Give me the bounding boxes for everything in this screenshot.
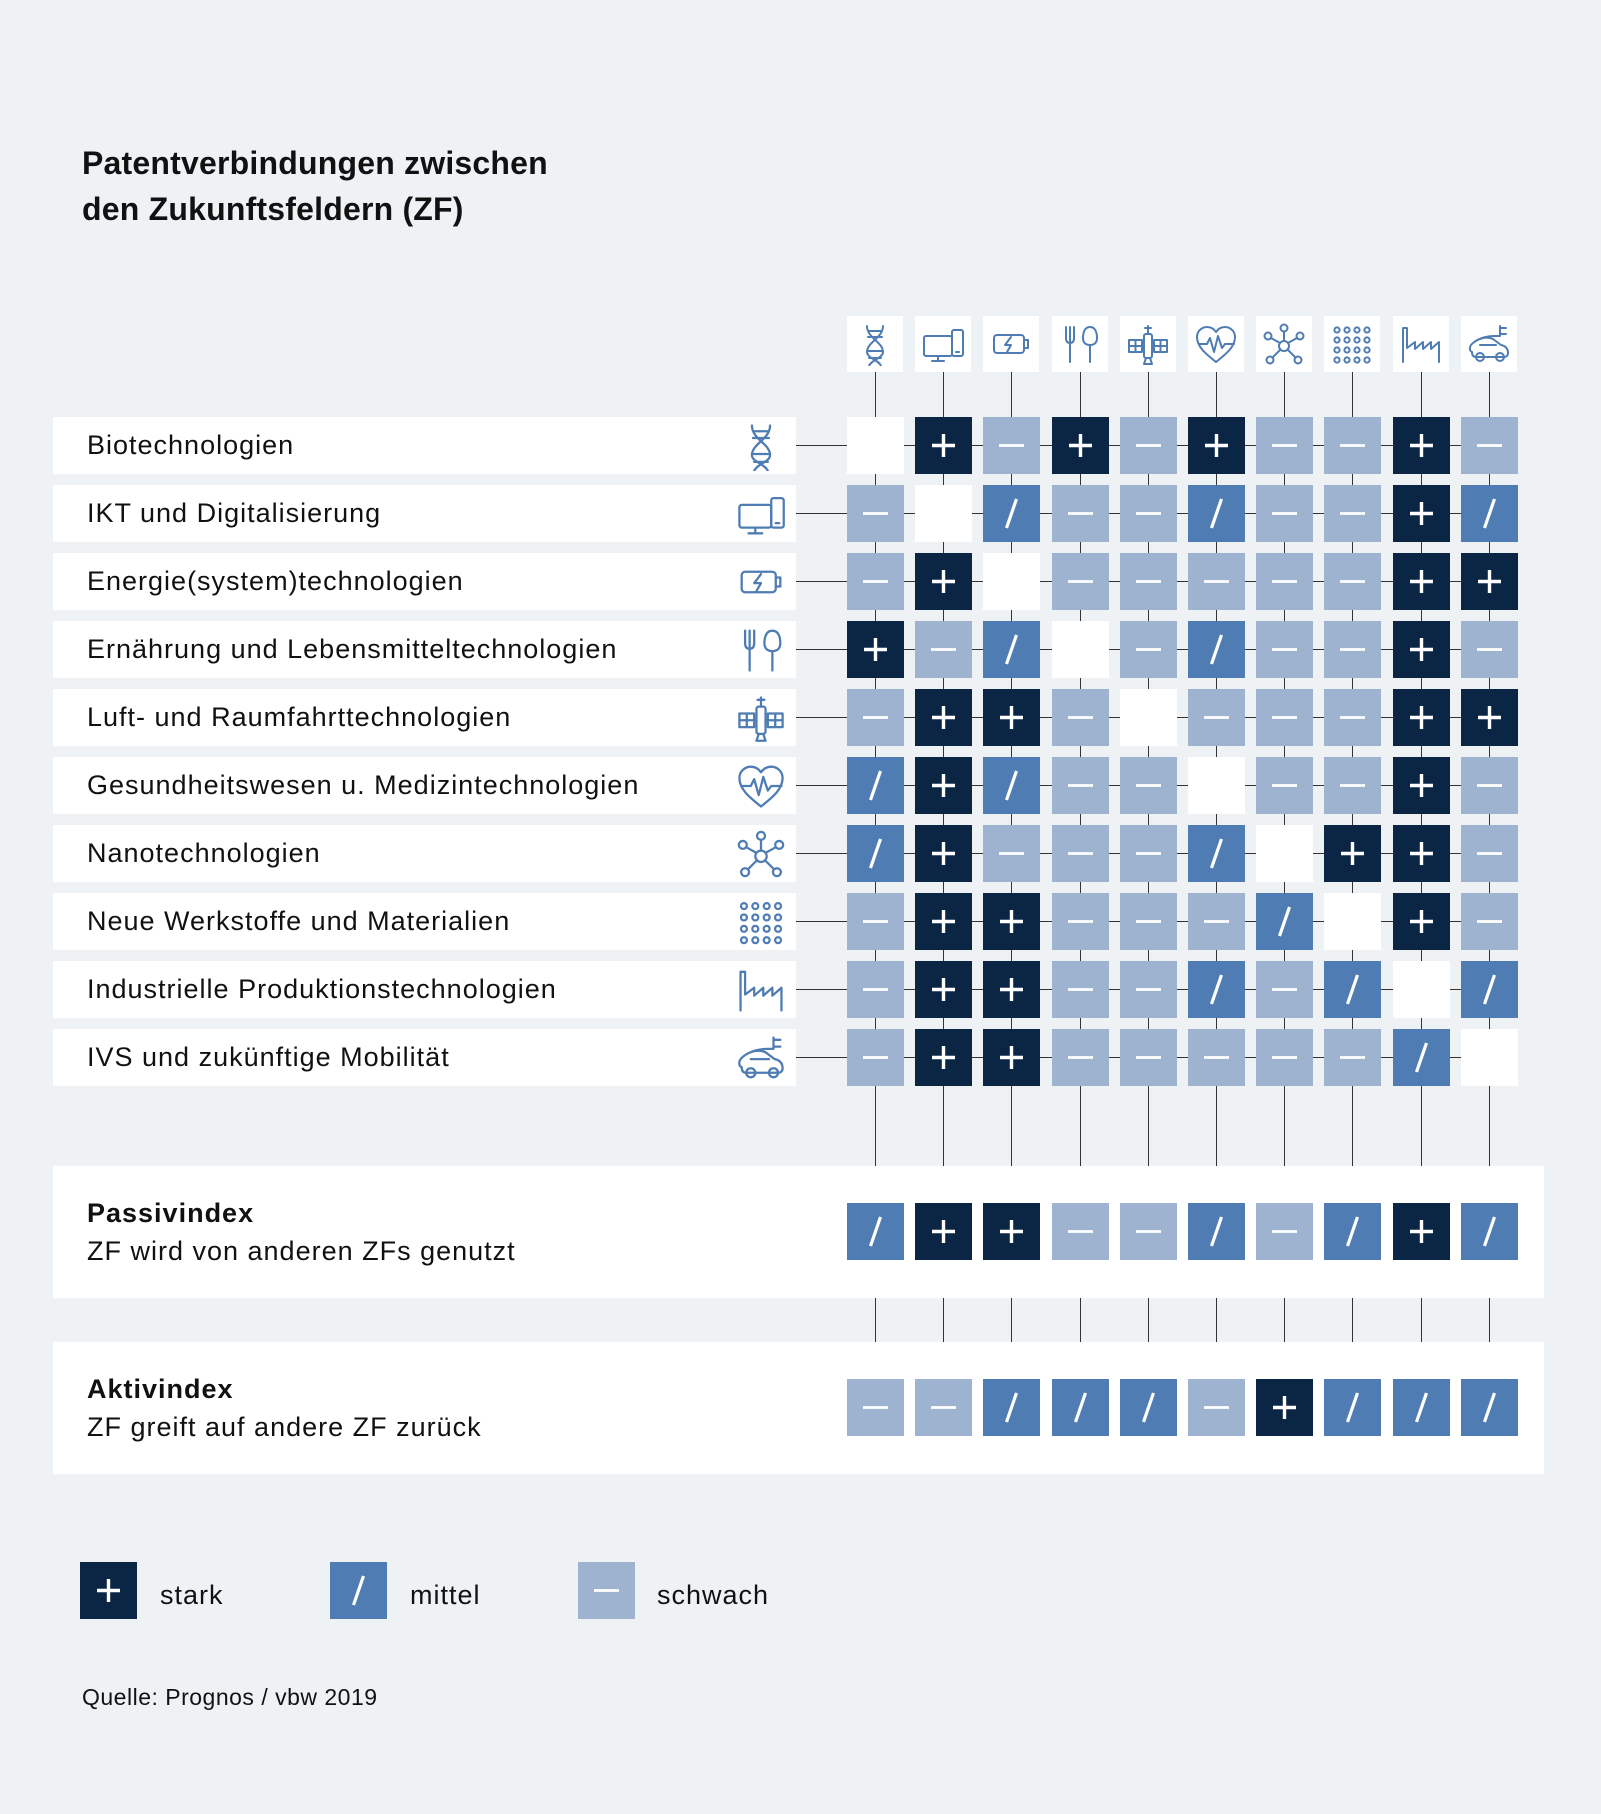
matrix-cell-mittel <box>847 757 904 814</box>
passive-index-cell-mittel <box>847 1203 904 1260</box>
matrix-cell-mittel <box>1393 1029 1450 1086</box>
active-index-cell-mittel <box>1393 1379 1450 1436</box>
legend-label-schwach: schwach <box>657 1580 770 1610</box>
matrix-cell-mittel <box>983 621 1040 678</box>
matrix-cell-self <box>1120 689 1177 746</box>
matrix-cell-schwach <box>1052 689 1109 746</box>
matrix-cell-stark <box>1188 417 1245 474</box>
matrix-cell-schwach <box>847 961 904 1018</box>
matrix-cell-stark <box>915 893 972 950</box>
passive-index-cell-stark <box>983 1203 1040 1260</box>
field-row-label <box>53 417 796 474</box>
factory-icon <box>736 965 786 1015</box>
matrix-cell-schwach <box>1188 689 1245 746</box>
matrix-cell-schwach <box>1052 893 1109 950</box>
matrix-cell-stark <box>1393 757 1450 814</box>
matrix-cell-stark <box>1461 553 1518 610</box>
field-name: IVS und zukünftige Mobilität <box>87 1042 450 1072</box>
legend-swatch-stark <box>80 1562 137 1619</box>
field-name: Nanotechnologien <box>87 838 321 868</box>
matrix-cell-stark <box>915 825 972 882</box>
matrix-cell-schwach <box>1461 417 1518 474</box>
matrix-cell-stark <box>983 893 1040 950</box>
matrix-cell-schwach <box>1120 893 1177 950</box>
satellite-icon <box>736 693 786 743</box>
matrix-cell-schwach <box>1120 553 1177 610</box>
field-row-label <box>53 825 796 882</box>
matrix-cell-schwach <box>1052 485 1109 542</box>
field-name: Gesundheitswesen u. Medizintechnologien <box>87 770 640 800</box>
passive-index-title: Passivindex <box>87 1198 255 1228</box>
matrix-cell-self <box>915 485 972 542</box>
matrix-cell-mittel <box>1256 893 1313 950</box>
passive-index-cell-mittel <box>1324 1203 1381 1260</box>
matrix-cell-schwach <box>1188 1029 1245 1086</box>
heart-pulse-icon <box>736 761 786 811</box>
matrix-cell-stark <box>1393 485 1450 542</box>
legend-label-mittel: mittel <box>410 1580 481 1610</box>
field-row-label <box>53 553 796 610</box>
matrix-cell-schwach <box>847 893 904 950</box>
dna-icon <box>847 316 903 372</box>
matrix-cell-stark <box>1393 825 1450 882</box>
matrix-cell-mittel <box>983 485 1040 542</box>
matrix-cell-schwach <box>1461 825 1518 882</box>
field-row-label <box>53 1029 796 1086</box>
passive-index-description: ZF wird von anderen ZFs genutzt <box>87 1236 516 1266</box>
matrix-cell-schwach <box>847 689 904 746</box>
matrix-cell-stark <box>983 961 1040 1018</box>
active-index-cell-schwach <box>915 1379 972 1436</box>
field-row-label <box>53 961 796 1018</box>
matrix-cell-self <box>1461 1029 1518 1086</box>
matrix-cell-schwach <box>915 621 972 678</box>
field-name: Neue Werkstoffe und Materialien <box>87 906 511 936</box>
active-index-cell-mittel <box>983 1379 1040 1436</box>
battery-icon <box>736 557 786 607</box>
matrix-cell-stark <box>915 757 972 814</box>
active-index-cell-stark <box>1256 1379 1313 1436</box>
matrix-cell-stark <box>915 961 972 1018</box>
active-index-description: ZF greift auf andere ZF zurück <box>87 1412 482 1442</box>
matrix-cell-stark <box>1393 689 1450 746</box>
devices-icon <box>915 316 971 372</box>
matrix-cell-schwach <box>1324 1029 1381 1086</box>
matrix-cell-schwach <box>1256 621 1313 678</box>
title-line-2: den Zukunftsfeldern (ZF) <box>82 191 464 227</box>
matrix-cell-stark <box>1393 621 1450 678</box>
matrix-cell-schwach <box>1324 553 1381 610</box>
dot-grid-icon <box>736 897 786 947</box>
legend-label-stark: stark <box>160 1580 224 1610</box>
matrix-cell-schwach <box>847 1029 904 1086</box>
matrix-cell-schwach <box>1324 417 1381 474</box>
matrix-cell-mittel <box>1461 961 1518 1018</box>
matrix-cell-schwach <box>1052 1029 1109 1086</box>
active-index-cell-mittel <box>1120 1379 1177 1436</box>
passive-index-cell-schwach <box>1256 1203 1313 1260</box>
matrix-cell-schwach <box>1120 1029 1177 1086</box>
fork-spoon-icon <box>736 625 786 675</box>
legend-swatch-mittel <box>330 1562 387 1619</box>
active-index-panel <box>53 1342 1544 1474</box>
matrix-cell-schwach <box>1256 757 1313 814</box>
matrix-cell-self <box>1256 825 1313 882</box>
field-name: Energie(system)technologien <box>87 566 464 596</box>
field-name: IKT und Digitalisierung <box>87 498 382 528</box>
matrix-cell-schwach <box>1120 825 1177 882</box>
field-name: Ernährung und Lebensmitteltechnologien <box>87 634 618 664</box>
matrix-cell-schwach <box>1188 553 1245 610</box>
matrix-cell-schwach <box>1256 553 1313 610</box>
matrix-cell-stark <box>1393 893 1450 950</box>
passive-index-cell-schwach <box>1120 1203 1177 1260</box>
matrix-cell-mittel <box>1188 825 1245 882</box>
matrix-cell-schwach <box>1461 757 1518 814</box>
matrix-cell-schwach <box>1120 621 1177 678</box>
matrix-cell-stark <box>1393 417 1450 474</box>
matrix-cell-mittel <box>1188 621 1245 678</box>
electric-car-icon <box>736 1033 786 1083</box>
source-note: Quelle: Prognos / vbw 2019 <box>82 1684 378 1710</box>
electric-car-icon <box>1461 316 1517 372</box>
satellite-icon <box>1120 316 1176 372</box>
matrix-cell-self <box>1393 961 1450 1018</box>
matrix-cell-schwach <box>847 553 904 610</box>
matrix-cell-schwach <box>1324 485 1381 542</box>
active-index-cell-mittel <box>1052 1379 1109 1436</box>
matrix-cell-schwach <box>983 825 1040 882</box>
battery-icon <box>983 316 1039 372</box>
matrix-cell-stark <box>915 553 972 610</box>
matrix-cell-stark <box>915 689 972 746</box>
heart-pulse-icon <box>1188 316 1244 372</box>
matrix-cell-schwach <box>847 485 904 542</box>
legend-swatch-schwach <box>578 1562 635 1619</box>
matrix-cell-schwach <box>983 417 1040 474</box>
matrix-cell-schwach <box>1052 825 1109 882</box>
matrix-cell-schwach <box>1120 961 1177 1018</box>
field-row-label <box>53 893 796 950</box>
factory-icon <box>1393 316 1449 372</box>
passive-index-cell-schwach <box>1052 1203 1109 1260</box>
matrix-cell-schwach <box>1461 893 1518 950</box>
matrix-cell-self <box>983 553 1040 610</box>
matrix-cell-schwach <box>1324 621 1381 678</box>
matrix-cell-stark <box>1324 825 1381 882</box>
title-line-1: Patentverbindungen zwischen <box>82 145 548 181</box>
molecule-icon <box>736 829 786 879</box>
matrix-cell-schwach <box>1188 893 1245 950</box>
passive-index-panel <box>53 1166 1544 1298</box>
matrix-cell-mittel <box>1461 485 1518 542</box>
fork-spoon-icon <box>1052 316 1108 372</box>
field-name: Industrielle Produktionstechnologien <box>87 974 557 1004</box>
matrix-cell-schwach <box>1324 757 1381 814</box>
matrix-cell-stark <box>847 621 904 678</box>
matrix-cell-stark <box>1461 689 1518 746</box>
matrix-cell-mittel <box>983 757 1040 814</box>
passive-index-cell-mittel <box>1188 1203 1245 1260</box>
field-name: Biotechnologien <box>87 430 295 460</box>
active-index-cell-mittel <box>1461 1379 1518 1436</box>
matrix-cell-mittel <box>1188 961 1245 1018</box>
matrix-cell-schwach <box>1256 689 1313 746</box>
matrix-cell-self <box>847 417 904 474</box>
field-row-label <box>53 621 796 678</box>
matrix-cell-self <box>1324 893 1381 950</box>
passive-index-cell-mittel <box>1461 1203 1518 1260</box>
matrix-cell-schwach <box>1461 621 1518 678</box>
matrix-cell-schwach <box>1120 757 1177 814</box>
matrix-cell-mittel <box>1324 961 1381 1018</box>
dna-icon <box>736 421 786 471</box>
matrix-cell-mittel <box>847 825 904 882</box>
matrix-cell-schwach <box>1052 553 1109 610</box>
matrix-cell-stark <box>1393 553 1450 610</box>
matrix-cell-stark <box>1052 417 1109 474</box>
matrix-cell-self <box>1052 621 1109 678</box>
matrix-cell-schwach <box>1256 1029 1313 1086</box>
passive-index-cell-stark <box>1393 1203 1450 1260</box>
matrix-cell-stark <box>915 1029 972 1086</box>
active-index-cell-mittel <box>1324 1379 1381 1436</box>
matrix-cell-self <box>1188 757 1245 814</box>
matrix-cell-stark <box>983 689 1040 746</box>
active-index-cell-schwach <box>847 1379 904 1436</box>
matrix-cell-schwach <box>1120 485 1177 542</box>
molecule-icon <box>1256 316 1312 372</box>
matrix-cell-mittel <box>1188 485 1245 542</box>
matrix-cell-schwach <box>1324 689 1381 746</box>
field-row-label <box>53 485 796 542</box>
devices-icon <box>736 489 786 539</box>
matrix-cell-schwach <box>1052 961 1109 1018</box>
matrix-cell-schwach <box>1256 485 1313 542</box>
matrix-cell-schwach <box>1120 417 1177 474</box>
dot-grid-icon <box>1324 316 1380 372</box>
matrix-cell-stark <box>915 417 972 474</box>
matrix-cell-stark <box>983 1029 1040 1086</box>
active-index-title: Aktivindex <box>87 1374 234 1404</box>
field-row-label <box>53 757 796 814</box>
field-row-label <box>53 689 796 746</box>
field-name: Luft- und Raumfahrttechnologien <box>87 702 512 732</box>
matrix-cell-schwach <box>1256 961 1313 1018</box>
active-index-cell-schwach <box>1188 1379 1245 1436</box>
passive-index-cell-stark <box>915 1203 972 1260</box>
matrix-cell-schwach <box>1052 757 1109 814</box>
matrix-cell-schwach <box>1256 417 1313 474</box>
